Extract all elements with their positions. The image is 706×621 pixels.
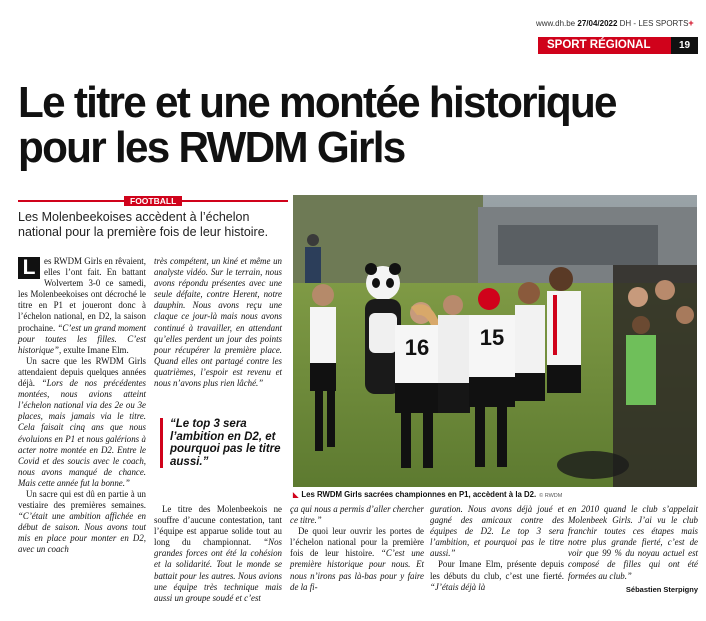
dropcap-letter: L — [18, 257, 40, 279]
player-shorts — [515, 373, 545, 401]
jersey-number-15: 15 — [479, 325, 505, 350]
paragraph — [18, 256, 146, 356]
jersey-red-stripe — [553, 295, 557, 355]
paragraph — [430, 559, 564, 592]
text-run: De quoi leur ouvrir les portes de l’échelon national pour la première fois de leur histoire. — [290, 526, 424, 559]
paragraph — [568, 504, 698, 582]
issue-date: 27/04/2022 — [577, 19, 618, 28]
quote-run: en 2010 quand le club s’appelait Molenbeek Girls. J’ai vu le club franchir toutes ces étapes mais notre plus grande fierté, c’est de voir que 99 % du noyau actuel est composé de filles qui ont été formées au club.” — [568, 504, 698, 581]
stand-shadow — [498, 225, 658, 265]
page-number: 19 — [671, 37, 698, 54]
text-run: , exulte Imane Elm. — [58, 344, 129, 355]
player-sock — [401, 413, 411, 468]
panda-eye — [372, 278, 380, 288]
text-run: Un sacre que les RWDM Girls attendaient depuis quelques années déjà. — [18, 355, 146, 389]
section-label: SPORT RÉGIONAL — [538, 37, 671, 54]
team-photo — [293, 195, 697, 487]
text-run: Pour Imane Elm, présente depuis les débuts du club, c’est une fierté. — [430, 559, 564, 581]
headline — [18, 80, 680, 170]
spectator-green-shirt — [626, 335, 656, 405]
player-head — [518, 282, 540, 304]
header-line — [536, 18, 696, 28]
bystander-head — [307, 234, 319, 246]
player-jersey — [515, 305, 545, 375]
player-shorts — [469, 377, 515, 407]
body-column-1 — [18, 256, 146, 556]
player-jersey — [310, 307, 336, 365]
player-head — [443, 295, 463, 315]
photo-credit: © RWDM — [539, 493, 563, 499]
pull-quote: “Le top 3 sera l’ambition en D2, et pourquoi pas le titre aussi.” — [160, 418, 284, 468]
headline-line-2: pour les RWDM Girls — [18, 123, 405, 172]
panda-eye — [386, 278, 394, 288]
paragraph — [18, 489, 146, 556]
quote-run: “Lors de nos précédentes montées, nous avions atteint l’échelon national via des 2e ou 3e places, mais jamais via le titre. Cela faisait cinq ans que nous évoluions en P1 et nous galérions à acter notre montée en D2. Entre le Covid et des soucis avec le coach, nous avons manqué de chance. Mais cette année fut la bonne.” — [18, 378, 146, 488]
jersey-number-16: 16 — [404, 335, 430, 360]
site-url: www.dh.be — [536, 19, 576, 28]
spectator-head — [628, 287, 648, 307]
panda-ear — [389, 263, 401, 275]
player-head — [312, 284, 334, 306]
body-column-5 — [430, 504, 564, 593]
body-column-2 — [154, 256, 282, 389]
player-jersey — [547, 291, 581, 367]
quote-run: très compétent, un kiné et même un analyste vidéo. Sur le terrain, nous avons répondu présentes avec une seule défaite, contre Herent, notre dauphin. Nous avons reçu une claque ce jour-là mais nous avons continué à travailler, en attendant qu’elles perdent un jour des points pour récupérer la première place. Quand elles ont partagé contre les quatrièmes, l’espoir est revenu et nous n’avons plus rien lâché.” — [154, 256, 282, 389]
player-head — [549, 267, 573, 291]
caption-marker-icon: ◣ — [293, 492, 299, 499]
panda-belly — [369, 313, 397, 353]
photo-caption — [293, 490, 697, 499]
paragraph — [430, 504, 564, 559]
spectator-head — [676, 306, 694, 324]
player-shorts — [438, 383, 470, 413]
quote-run: “J’étais déjà là — [430, 581, 486, 592]
paragraph — [290, 504, 424, 526]
player-shorts — [547, 365, 581, 393]
quote-run: “C’était une ambition affichée en début de saison. Nous avons tout mis en place pour monter en D2, avec un coach — [18, 511, 146, 555]
player-shorts — [310, 363, 336, 391]
player-sock — [315, 391, 323, 451]
text-run: Un sacre qui est dû en partie à un vestiaire des premières semaines. — [18, 488, 146, 511]
player-jersey — [438, 315, 470, 385]
body-column-4 — [290, 504, 424, 593]
player-sock — [497, 407, 507, 467]
player-shorts — [395, 383, 439, 413]
paragraph — [18, 356, 146, 489]
foreground-spectator — [557, 451, 629, 479]
quote-run: ça qui nous a permis d’aller chercher ce titre.” — [290, 504, 424, 526]
lead-paragraph: Les Molenbeekoises accèdent à l’échelon national pour la première fois de leur histoire. — [18, 210, 269, 239]
plus-icon: + — [688, 18, 694, 28]
player-sock — [423, 413, 433, 468]
bystander-body — [305, 247, 321, 283]
panda-ear — [365, 263, 377, 275]
paragraph — [290, 526, 424, 593]
caption-text: Les RWDM Girls sacrées championnes en P1, accèdent à la D2. — [301, 490, 537, 499]
paragraph — [154, 504, 282, 604]
body-column-6 — [568, 504, 698, 595]
author-byline: Sébastien Sterpigny — [625, 584, 698, 594]
text-run: es RWDM Girls en rêvaient, elles l’ont fait. En battant Wolvertem 3-0 ce samedi, les Molenbeekoises ont décroché le titre en P1 et joueront donc à l’échelon national, en D2, la saison prochaine. — [18, 256, 146, 333]
paragraph — [154, 256, 282, 389]
player-sock — [475, 407, 485, 467]
spectator-head — [632, 316, 650, 334]
text-run: Le titre des Molenbeekois ne souffre d’aucune contestation, tant l’équipe est apparue solide tout au long du championnat. — [154, 504, 282, 548]
quote-run: “C’est un grand moment pour toutes les filles. C’est historique” — [18, 322, 146, 355]
player-red-headband — [478, 288, 500, 310]
quote-run: “Nos grandes forces ont été la cohésion et la solidarité. Tout le monde se battait pour les autres. Nous avions une équipe très technique mais aussi un groupe soudé et c’est — [154, 537, 282, 603]
headline-line-1: Le titre et une montée historique — [18, 78, 616, 127]
body-column-3 — [154, 504, 282, 604]
publication-name: DH - LES SPORTS — [619, 19, 689, 28]
photo-illustration — [293, 195, 697, 487]
player-sock — [327, 391, 335, 447]
quote-run: “C’est une première historique pour nous. Et nous n’irons pas là-bas pour y faire de la fi- — [290, 548, 425, 592]
quote-run: guration. Nous avons déjà joué et gagné des amicaux contre des équipes de D2. Le top 3 sera l’ambition, et pourquoi pas le titre aussi.” — [430, 504, 564, 559]
spectator-head — [655, 280, 675, 300]
kicker-label: FOOTBALL — [124, 196, 182, 206]
